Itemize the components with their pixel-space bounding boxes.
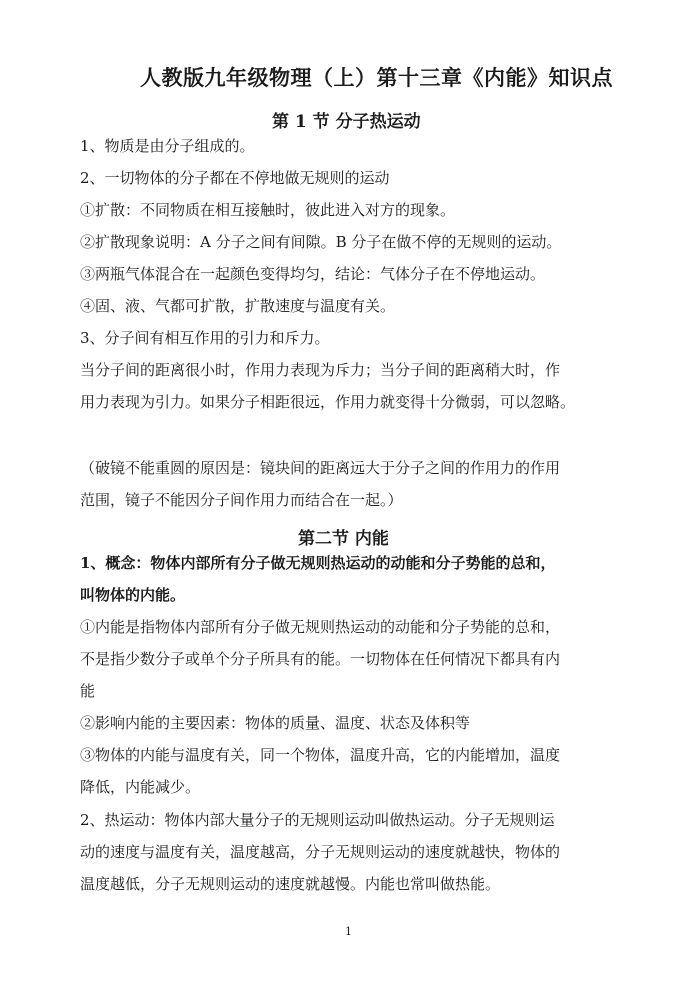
paragraph-line: 用力表现为引力。如果分子相距很远，作用力就变得十分微弱，可以忽略。 [80,393,576,411]
paragraph-line: 不是指少数分子或单个分子所具有的能。一切物体在任何情况下都具有内 [80,650,561,668]
section-heading-1: 第 1 节 分子热运动 [272,112,421,132]
paragraph-line: 动的速度与温度有关，温度越高，分子无规则运动的速度就越快，物体的 [80,843,561,861]
paragraph-line: 2、热运动：物体内部大量分子的无规则运动叫做热运动。分子无规则运 [80,811,555,829]
paragraph-line: 降低，内能减少。 [80,778,201,796]
paragraph-line: 3、分子间有相互作用的引力和斥力。 [80,329,330,347]
paragraph-line: 2、一切物体的分子都在不停地做无规则的运动 [80,169,390,187]
paragraph-line: 温度越低，分子无规则运动的速度就越慢。内能也常叫做热能。 [80,875,501,893]
paragraph-line: ④固、液、气都可扩散，扩散速度与温度有关。 [80,297,396,315]
paragraph-line: ①扩散：不同物质在相互接触时，彼此进入对方的现象。 [80,201,456,219]
paragraph-line: ①内能是指物体内部所有分子做无规则热运动的动能和分子势能的总和， [80,618,561,636]
page-number: 1 [345,925,352,938]
document-title: 人教版九年级物理（上）第十三章《内能》知识点 [140,65,613,90]
paragraph-line: ③物体的内能与温度有关，同一个物体，温度升高，它的内能增加，温度 [80,746,561,764]
paragraph-line: 1、概念：物体内部所有分子做无规则热运动的动能和分子势能的总和， [80,554,556,572]
paragraph-line: 能 [80,682,96,700]
paragraph-line: 范围，镜子不能因分子间作用力而结合在一起。） [80,491,403,509]
section-heading-2: 第二节 内能 [298,529,389,549]
paragraph-line: 叫物体的内能。 [80,586,186,604]
paragraph-line: ②影响内能的主要因素：物体的质量、温度、状态及体积等 [80,714,471,732]
paragraph-line: 1、物质是由分子组成的。 [80,137,255,155]
paragraph-line: ②扩散现象说明：A 分子之间有间隙。B 分子在做不停的无规则的运动。 [80,233,562,251]
paragraph-line: ③两瓶气体混合在一起颜色变得均匀，结论：气体分子在不停地运动。 [80,265,546,283]
paragraph-line: 当分子间的距离很小时，作用力表现为斥力；当分子间的距离稍大时，作 [80,361,561,379]
paragraph-line: （破镜不能重圆的原因是：镜块间的距离远大于分子之间的作用力的作用 [80,459,561,477]
